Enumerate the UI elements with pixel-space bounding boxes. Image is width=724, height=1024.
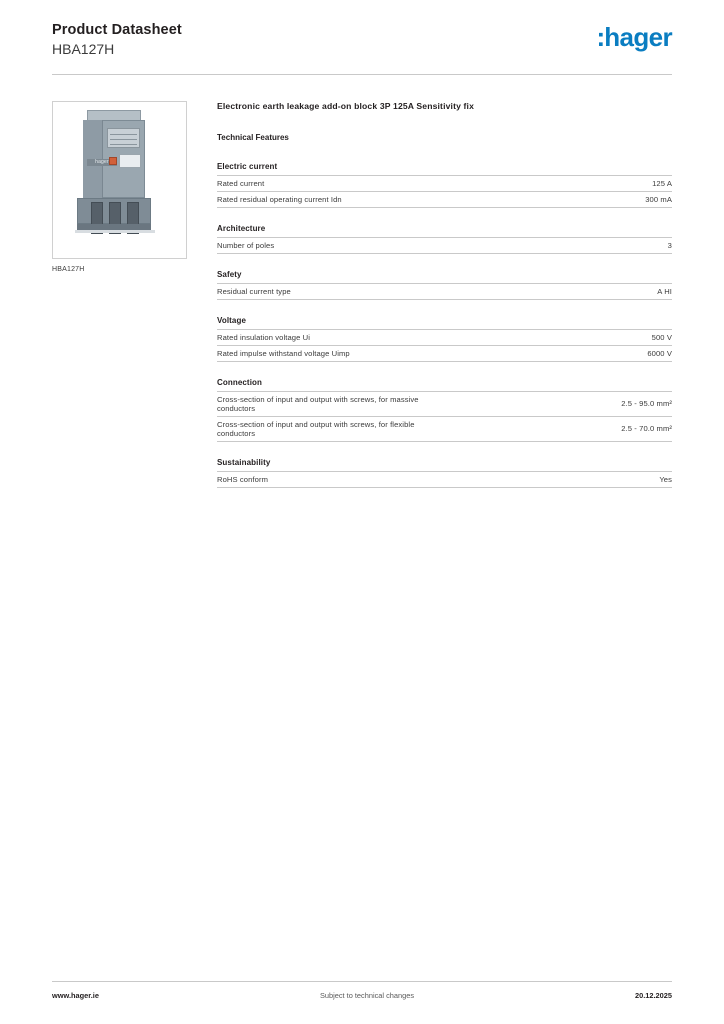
page-header [52, 0, 672, 58]
title-block [52, 22, 182, 58]
spec-value: 2.5 - 70.0 mm² [621, 424, 672, 434]
technical-features-heading: Technical Features [217, 132, 289, 142]
logo-colon: : [596, 22, 605, 52]
product-image-column [52, 101, 193, 488]
product-description: Electronic earth leakage add-on block 3P 125A Sensitivity fix [217, 100, 475, 111]
specification-table [217, 237, 672, 254]
table-row [217, 237, 672, 253]
spec-value: 3 [667, 240, 672, 250]
section-title: Voltage [217, 315, 247, 325]
spec-label: Rated current [217, 178, 265, 188]
spec-value: 2.5 - 95.0 mm² [621, 399, 672, 409]
device-brand-label: hager [87, 159, 117, 166]
specification-table [217, 391, 672, 442]
table-row [217, 471, 672, 487]
specification-table [217, 175, 672, 208]
spec-label: Residual current type [217, 286, 291, 296]
spec-label: Rated residual operating current Idn [217, 194, 342, 204]
footer-date: 20.12.2025 [635, 991, 672, 1000]
device-display-line-2 [110, 139, 137, 140]
page-footer [52, 981, 672, 1000]
product-image [52, 101, 187, 259]
product-image-caption: HBA127H [52, 265, 85, 273]
spec-label: Rated insulation voltage Ui [217, 332, 311, 342]
page-title: Product Datasheet [52, 22, 182, 38]
spec-label: RoHS conform [217, 474, 268, 484]
spec-label: Cross-section of input and output with screws, for massive conductors [217, 394, 419, 413]
spec-value: 6000 V [647, 348, 672, 358]
specification-sections [217, 162, 672, 488]
table-row [217, 283, 672, 299]
section-title: Electric current [217, 161, 278, 171]
table-row [217, 329, 672, 345]
table-row [217, 191, 672, 207]
section-title: Sustainability [217, 457, 271, 467]
footer-note: Subject to technical changes [319, 991, 415, 1000]
table-row [217, 391, 672, 416]
hager-logo [597, 22, 672, 50]
spec-label: Cross-section of input and output with screws, for flexible conductors [217, 419, 415, 438]
device-display-line-1 [110, 134, 137, 135]
specification-table [217, 283, 672, 300]
specification-table [217, 471, 672, 488]
spec-value: 500 V [651, 332, 672, 342]
specification-table [217, 329, 672, 362]
device-white-panel [119, 154, 141, 168]
spec-label: Number of poles [217, 240, 275, 250]
page-content [52, 75, 672, 488]
product-reference: HBA127H [52, 40, 115, 57]
spec-value: 125 A [652, 178, 672, 188]
spec-value: A HI [657, 286, 672, 296]
device-display-line-3 [110, 144, 137, 145]
table-row [217, 175, 672, 191]
spec-value: 300 mA [645, 194, 672, 204]
logo-text: hager [604, 22, 672, 52]
section-title: Safety [217, 269, 242, 279]
table-row [217, 416, 672, 441]
section-title: Architecture [217, 223, 266, 233]
device-display-window [107, 128, 140, 148]
spec-value: Yes [659, 474, 672, 484]
device-test-button [109, 157, 117, 165]
table-row [217, 345, 672, 361]
spec-label: Rated impulse withstand voltage Uimp [217, 348, 350, 358]
section-title: Connection [217, 377, 262, 387]
footer-website[interactable]: www.hager.ie [52, 991, 99, 1000]
device-shadow [75, 230, 155, 233]
specifications-column [193, 101, 672, 488]
